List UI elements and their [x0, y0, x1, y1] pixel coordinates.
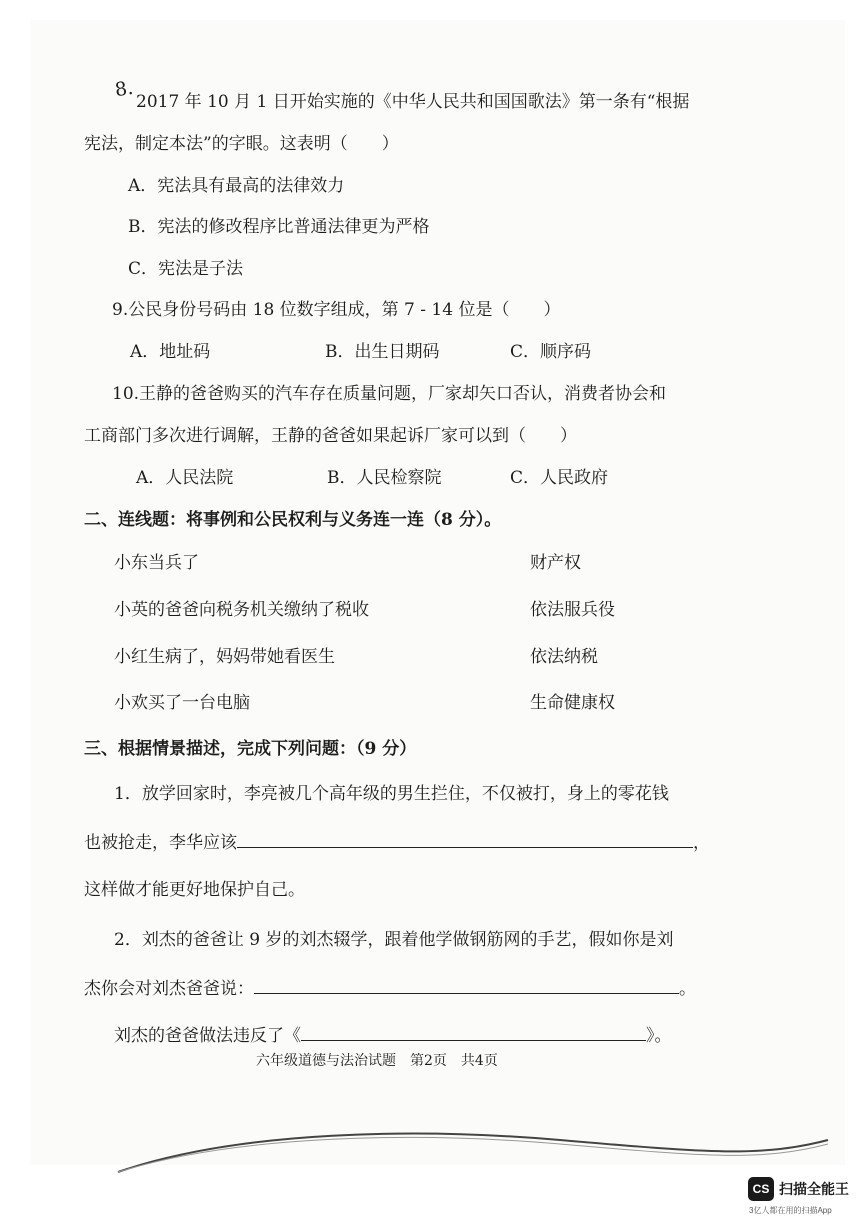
- scenario-1-prefix: 也被抢走，李华应该: [84, 833, 237, 853]
- match-left-item-3: 小红生病了，妈妈带她看医生: [114, 647, 335, 667]
- section-2-title: 二、连线题：将事例和公民权利与义务连一连（8 分）。: [84, 510, 502, 530]
- page-curl-edge: [0, 1110, 867, 1180]
- question-8-line-1: 2017 年 10 月 1 日开始实施的《中华人民共和国国歌法》第一条有“根据: [136, 92, 690, 112]
- match-right-item-1: 财产权: [530, 553, 581, 573]
- scenario-2-law-suffix: 》。: [646, 1026, 672, 1046]
- question-8-option-b: B．宪法的修改程序比普通法律更为严格: [128, 217, 430, 237]
- match-right-item-3: 依法纳税: [530, 647, 598, 667]
- scenario-2-law-prefix: 刘杰的爸爸做法违反了《: [114, 1026, 301, 1046]
- question-9-option-b: B．出生日期码: [325, 342, 440, 362]
- question-10-line-2: 工商部门多次进行调解，王静的爸爸如果起诉厂家可以到（ ）: [84, 426, 577, 446]
- scenario-2-suffix: 。: [679, 979, 696, 999]
- question-9-option-c: C．顺序码: [510, 342, 592, 362]
- question-8-option-a: A．宪法具有最高的法律效力: [128, 176, 345, 196]
- question-8-line-2: 宪法，制定本法”的字眼。这表明（ ）: [84, 134, 399, 154]
- scenario-2-prefix: 杰你会对刘杰爸爸说：: [84, 979, 254, 999]
- answer-blank-3[interactable]: [301, 1024, 646, 1041]
- scenario-2-line-2: [84, 977, 696, 1000]
- scanner-watermark: [748, 1177, 863, 1223]
- scenario-1-line-2: [84, 831, 710, 854]
- question-10-option-c: C．人民政府: [510, 468, 609, 488]
- camscanner-logo-icon: CS: [748, 1177, 774, 1201]
- match-right-item-4: 生命健康权: [530, 693, 615, 713]
- scenario-2-line-3: [114, 1024, 672, 1047]
- match-left-item-4: 小欢买了一台电脑: [114, 693, 250, 713]
- match-left-item-1: 小东当兵了: [114, 553, 199, 573]
- scenario-2-line-1: 2．刘杰的爸爸让 9 岁的刘杰辍学，跟着他学做钢筋网的手艺，假如你是刘: [114, 930, 674, 950]
- answer-blank-2[interactable]: [254, 977, 679, 994]
- watermark-title: 扫描全能王: [779, 1181, 849, 1197]
- scenario-1-line-1: 1．放学回家时，李亮被几个高年级的男生拦住，不仅被打，身上的零花钱: [114, 784, 669, 804]
- question-8-option-c: C．宪法是子法: [128, 259, 244, 279]
- answer-blank-1[interactable]: [237, 831, 693, 848]
- question-9-stem: 9.公民身份号码由 18 位数字组成，第 7 - 14 位是（ ）: [112, 300, 561, 320]
- scenario-1-suffix: ，: [693, 833, 710, 853]
- match-left-item-2: 小英的爸爸向税务机关缴纳了税收: [114, 600, 369, 620]
- match-right-item-2: 依法服兵役: [530, 600, 615, 620]
- watermark-subtitle: 3亿人都在用的扫描App: [749, 1206, 832, 1215]
- question-8-number: 8.: [113, 76, 135, 102]
- question-9-option-a: A．地址码: [130, 342, 211, 362]
- scenario-1-line-3: 这样做才能更好地保护自己。: [84, 880, 305, 900]
- question-10-option-a: A．人民法院: [136, 468, 234, 488]
- section-3-title: 三、根据情景描述，完成下列问题：（9 分）: [84, 739, 417, 759]
- question-10-line-1: 10.王静的爸爸购买的汽车存在质量问题，厂家却矢口否认，消费者协会和: [112, 384, 667, 404]
- page-footer: 六年级道德与法治试题 第2页 共4页: [256, 1053, 498, 1069]
- question-10-option-b: B．人民检察院: [327, 468, 442, 488]
